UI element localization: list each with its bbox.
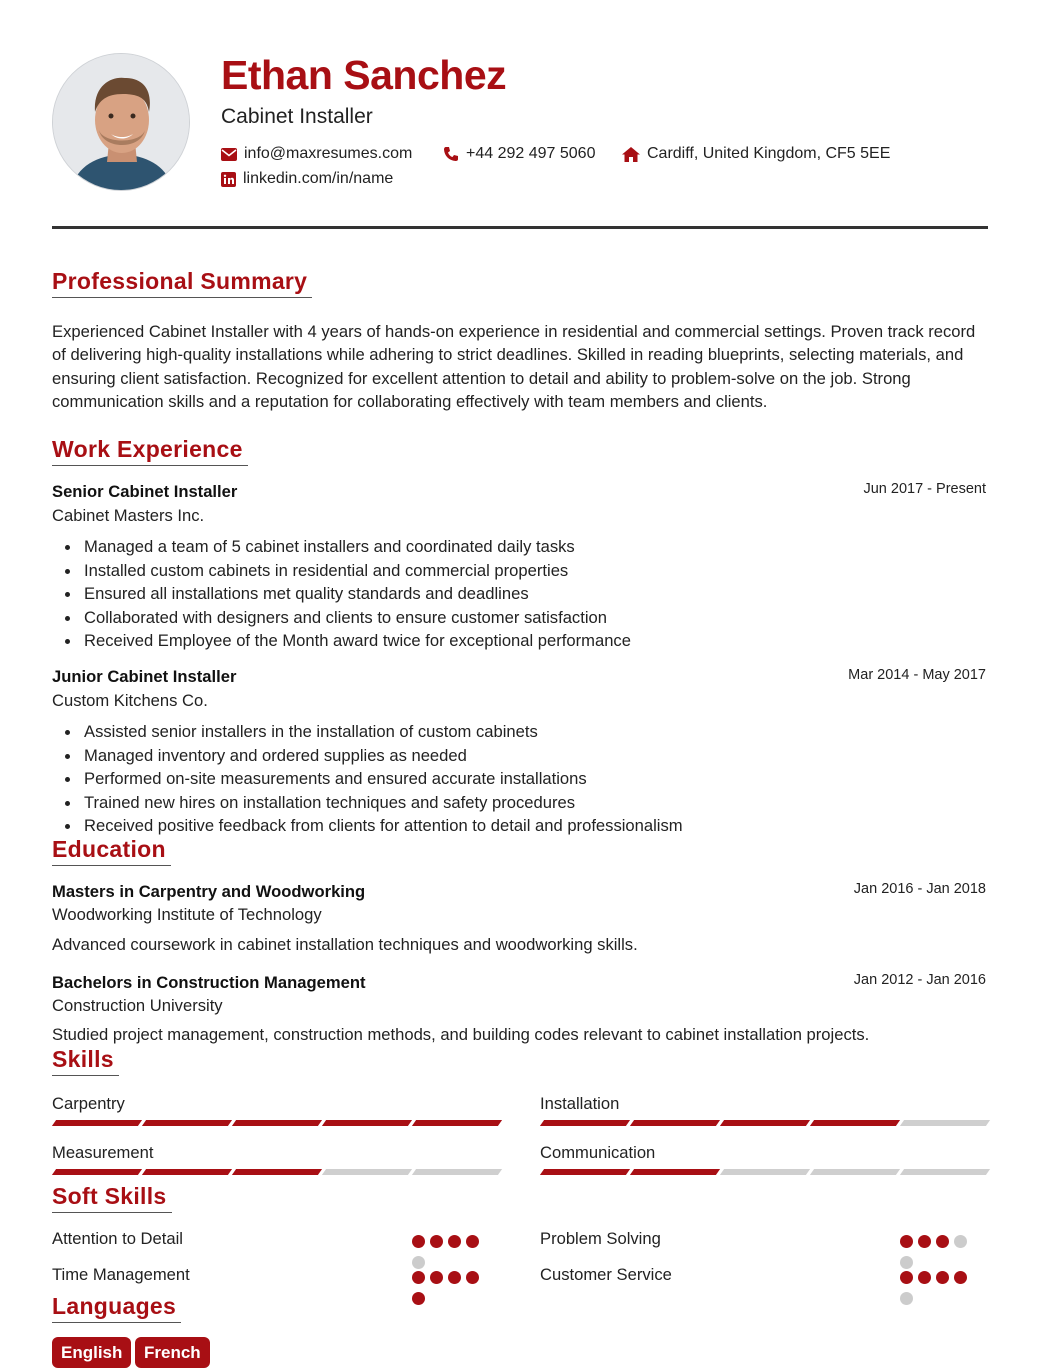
rating-dot-filled	[936, 1271, 949, 1284]
rating-dot-filled	[412, 1271, 425, 1284]
contact-location-text: Cardiff, United Kingdom, CF5 5EE	[647, 145, 891, 162]
soft-skill-item	[540, 1229, 987, 1259]
languages-heading: Languages	[52, 1293, 181, 1323]
list-item: Ensured all installations met quality standards and deadlines	[84, 582, 631, 606]
edu-degree: Bachelors in Construction Management	[52, 973, 366, 992]
contact-phone[interactable]	[443, 145, 595, 163]
edu-desc: Advanced coursework in cabinet installation techniques and woodworking skills.	[52, 935, 638, 954]
skill-segment-filled	[630, 1120, 720, 1126]
contact-phone-text: +44 292 497 5060	[466, 145, 596, 162]
skill-segment-empty	[900, 1169, 990, 1175]
soft-skill-label: Time Management	[52, 1265, 190, 1284]
soft-skill-item	[52, 1229, 499, 1259]
soft-skill-rating	[412, 1271, 492, 1311]
rating-dot-filled	[412, 1235, 425, 1248]
phone-icon	[443, 146, 459, 162]
contact-email-text: info@maxresumes.com	[244, 145, 413, 162]
job-bullets	[84, 535, 631, 653]
skill-segment-empty	[322, 1169, 412, 1175]
rating-dot-filled	[900, 1235, 913, 1248]
skill-segment-filled	[52, 1120, 142, 1126]
soft-skill-label: Customer Service	[540, 1265, 672, 1284]
skill-segment-filled	[540, 1169, 630, 1175]
rating-dot-filled	[448, 1271, 461, 1284]
rating-dot-filled	[430, 1271, 443, 1284]
skill-segment-filled	[142, 1169, 232, 1175]
list-item: Received positive feedback from clients for attention to detail and professionalism	[84, 814, 683, 838]
skill-item	[52, 1094, 499, 1114]
list-item: Trained new hires on installation techniques and safety procedures	[84, 791, 683, 815]
rating-dot-filled	[900, 1271, 913, 1284]
rating-dot-filled	[412, 1292, 425, 1305]
contact-linkedin-text: linkedin.com/in/name	[243, 170, 394, 187]
job-date: Jun 2017 - Present	[863, 481, 986, 497]
linkedin-icon	[221, 172, 236, 187]
list-item: Managed inventory and ordered supplies as needed	[84, 744, 683, 768]
soft-skill-rating	[900, 1271, 980, 1311]
job-company: Cabinet Masters Inc.	[52, 506, 205, 525]
summary-heading: Professional Summary	[52, 268, 312, 298]
home-icon	[622, 147, 640, 162]
rating-dot-filled	[918, 1271, 931, 1284]
edu-desc: Studied project management, construction methods, and building codes relevant to cabinet installation projects.	[52, 1025, 870, 1044]
rating-dot-filled	[936, 1235, 949, 1248]
rating-dot-empty	[954, 1235, 967, 1248]
edu-school: Woodworking Institute of Technology	[52, 905, 322, 924]
skill-bar	[540, 1169, 987, 1175]
skill-segment-filled	[810, 1120, 900, 1126]
skill-segment-filled	[322, 1120, 412, 1126]
contact-location	[622, 145, 890, 163]
soft-skill-label: Problem Solving	[540, 1229, 661, 1248]
skill-bar	[540, 1120, 987, 1126]
skill-bar	[52, 1120, 499, 1126]
skill-segment-filled	[540, 1120, 630, 1126]
language-badge: English	[52, 1337, 131, 1368]
edu-degree: Masters in Carpentry and Woodworking	[52, 882, 366, 901]
skill-item	[540, 1143, 987, 1163]
language-badge: French	[135, 1337, 210, 1368]
list-item: Collaborated with designers and clients to ensure customer satisfaction	[84, 606, 631, 630]
resume-page	[52, 0, 988, 1372]
soft-skill-item	[52, 1265, 499, 1295]
edu-date: Jan 2012 - Jan 2016	[853, 972, 986, 988]
job-company: Custom Kitchens Co.	[52, 691, 208, 710]
rating-dot-filled	[466, 1235, 479, 1248]
skill-segment-filled	[630, 1169, 720, 1175]
contact-linkedin[interactable]	[221, 170, 393, 188]
list-item: Received Employee of the Month award twice for exceptional performance	[84, 629, 631, 653]
soft-skills-heading: Soft Skills	[52, 1183, 172, 1213]
skill-segment-empty	[900, 1120, 990, 1126]
contact-email[interactable]	[221, 145, 412, 163]
skill-segment-filled	[720, 1120, 810, 1126]
skill-segment-filled	[52, 1169, 142, 1175]
experience-heading: Work Experience	[52, 436, 248, 466]
list-item: Installed custom cabinets in residential and commercial properties	[84, 559, 631, 583]
rating-dot-empty	[900, 1292, 913, 1305]
rating-dot-filled	[466, 1271, 479, 1284]
header-divider	[52, 226, 988, 229]
skill-label: Installation	[540, 1094, 620, 1113]
edu-school: Construction University	[52, 996, 223, 1015]
envelope-icon	[221, 148, 237, 161]
skill-segment-empty	[412, 1169, 502, 1175]
skill-label: Communication	[540, 1143, 656, 1162]
skill-segment-empty	[810, 1169, 900, 1175]
skills-heading: Skills	[52, 1046, 119, 1076]
list-item: Performed on-site measurements and ensured accurate installations	[84, 767, 683, 791]
skill-segment-filled	[412, 1120, 502, 1126]
skill-item	[540, 1094, 987, 1114]
rating-dot-filled	[918, 1235, 931, 1248]
job-date: Mar 2014 - May 2017	[848, 667, 986, 683]
job-title: Junior Cabinet Installer	[52, 667, 237, 686]
skill-segment-empty	[720, 1169, 810, 1175]
avatar	[52, 53, 190, 191]
edu-date: Jan 2016 - Jan 2018	[853, 881, 986, 897]
soft-skill-item	[540, 1265, 987, 1295]
skill-segment-filled	[142, 1120, 232, 1126]
summary-text: Experienced Cabinet Installer with 4 years of hands-on experience in residential and commercial settings. Proven track record of delivering high-quality installations while adhering to strict deadlines. Skilled in reading blueprints, selecting materials, and ensuring client satisfaction. Recognized for excellent attention to detail and ability to problem-solve on the job. Strong communication skills and a reputation for collaborating effectively with team members and clients.	[52, 322, 976, 412]
rating-dot-filled	[448, 1235, 461, 1248]
job-bullets	[84, 720, 683, 838]
rating-dot-filled	[430, 1235, 443, 1248]
soft-skill-label: Attention to Detail	[52, 1229, 183, 1248]
skill-label: Carpentry	[52, 1094, 125, 1113]
job-title: Senior Cabinet Installer	[52, 482, 238, 501]
skill-bar	[52, 1169, 499, 1175]
skill-segment-filled	[232, 1169, 322, 1175]
candidate-name: Ethan Sanchez	[221, 52, 507, 98]
list-item: Managed a team of 5 cabinet installers and coordinated daily tasks	[84, 535, 631, 559]
list-item: Assisted senior installers in the installation of custom cabinets	[84, 720, 683, 744]
skill-segment-filled	[232, 1120, 322, 1126]
skill-item	[52, 1143, 499, 1163]
education-heading: Education	[52, 836, 171, 866]
rating-dot-filled	[954, 1271, 967, 1284]
candidate-role: Cabinet Installer	[221, 105, 373, 128]
skill-label: Measurement	[52, 1143, 154, 1162]
